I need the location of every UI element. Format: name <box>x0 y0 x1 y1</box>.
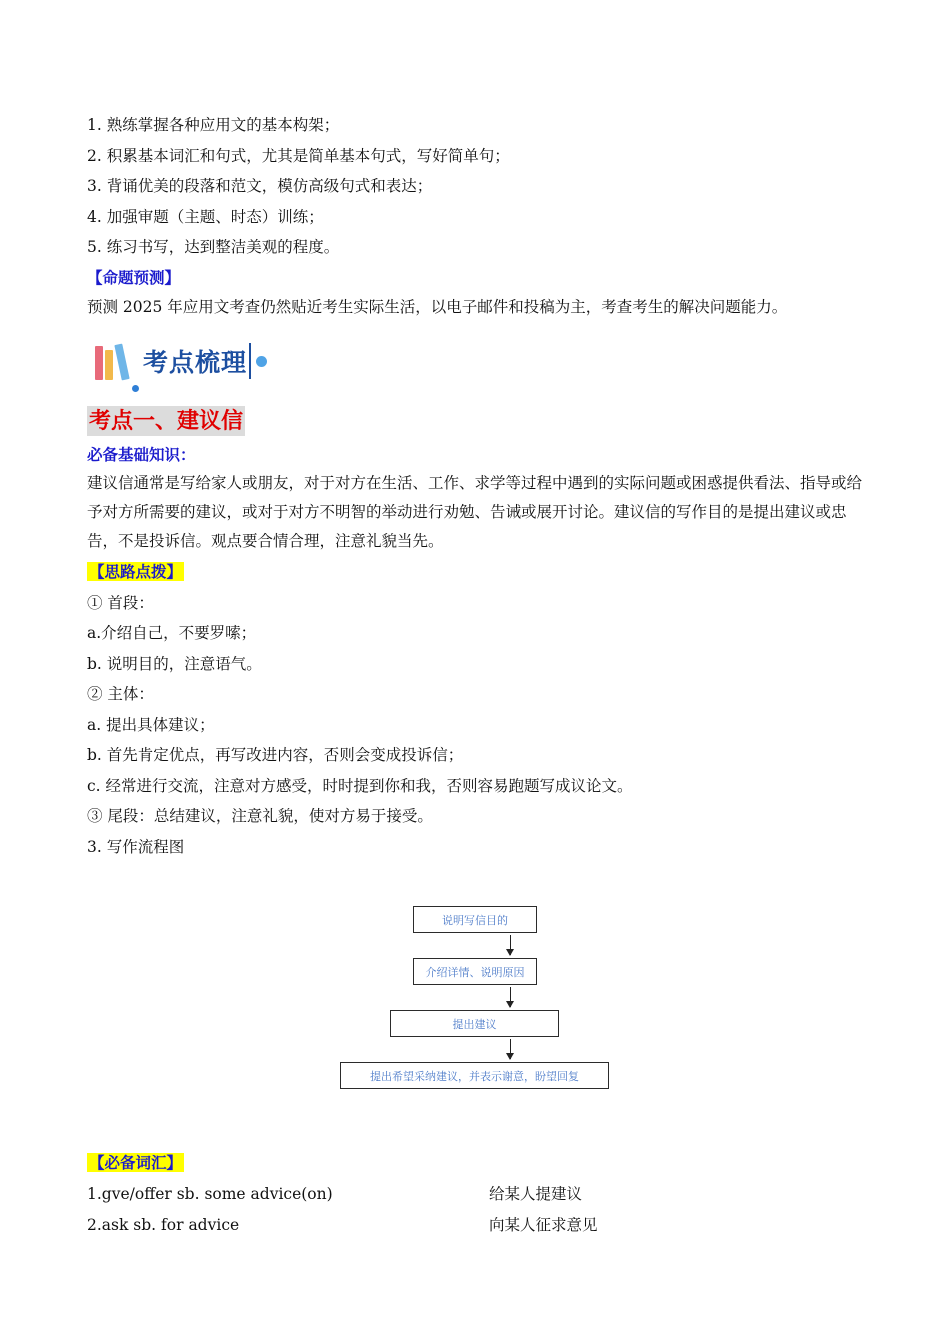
banner-title: 考点梳理 <box>143 343 251 379</box>
tip-item: 2. 积累基本词汇和句式，尤其是简单基本句式，写好简单句； <box>87 146 510 165</box>
flow-step: 说明写信目的 <box>413 906 537 933</box>
arrow-down-icon <box>510 987 511 1007</box>
vocab-row <box>87 1210 877 1241</box>
vocab-english: 1.gve/offer sb. some advice(on) <box>87 1184 333 1203</box>
arrow-down-icon <box>510 1039 511 1059</box>
tips-heading: 【思路点拨】 <box>89 562 183 581</box>
basics-text: 建议信通常是写给家人或朋友，对于对方在生活、工作、求学等过程中遇到的实际问题或困惑提供看法、指导或给予对方所需要的建议，或对于对方不明智的举动进行劝勉、告诫或展开讨论。建议信的写作目的是提出建议或忠告，不是投诉信。观点要合情合理，注意礼貌当先。 <box>87 474 863 550</box>
outline-line: 3. 写作流程图 <box>87 837 185 856</box>
writing-flowchart <box>87 862 877 1132</box>
basics-heading: 必备基础知识： <box>87 445 196 464</box>
outline-line: a. 提出具体建议； <box>87 715 215 734</box>
outline-line: c. 经常进行交流，注意对方感受，时时提到你和我，否则容易跑题写成议论文。 <box>87 776 633 795</box>
document-content <box>87 110 877 1241</box>
vocab-list <box>87 1179 877 1241</box>
tip-item: 3. 背诵优美的段落和范文，模仿高级句式和表达； <box>87 177 433 195</box>
section-title: 考点一、建议信 <box>89 408 244 434</box>
tip-item: 1. 熟练掌握各种应用文的基本构架； <box>87 116 340 134</box>
flow-step: 介绍详情、说明原因 <box>413 958 537 985</box>
tips-outline <box>87 588 877 863</box>
tips-list <box>87 110 877 263</box>
vocab-chinese: 给某人提建议 <box>489 1184 583 1203</box>
dot-icon <box>132 385 139 392</box>
tip-item: 5. 练习书写，达到整洁美观的程度。 <box>87 238 340 256</box>
outline-line: ③ 尾段：总结建议，注意礼貌，使对方易于接受。 <box>87 807 433 825</box>
vocab-heading: 【必备词汇】 <box>89 1153 183 1172</box>
vocab-chinese: 向某人征求意见 <box>489 1215 598 1234</box>
outline-line: b. 首先肯定优点，再写改进内容，否则会变成投诉信； <box>87 746 464 764</box>
outline-line: ① 首段： <box>87 593 154 612</box>
vocab-english: 2.ask sb. for advice <box>87 1215 240 1234</box>
prediction-heading: 【命题预测】 <box>87 267 181 287</box>
books-icon <box>95 342 128 380</box>
flow-step: 提出建议 <box>390 1010 559 1037</box>
flow-step: 提出希望采纳建议，并表示谢意，盼望回复 <box>340 1062 609 1089</box>
prediction-text: 预测 2025 年应用文考查仍然贴近考生实际生活，以电子邮件和投稿为主，考查考生的解决问题能力。 <box>87 297 788 316</box>
outline-line: b. 说明目的，注意语气。 <box>87 654 262 673</box>
tip-item: 4. 加强审题（主题、时态）训练； <box>87 207 324 226</box>
outline-line: ② 主体： <box>87 685 154 703</box>
vocab-row <box>87 1179 877 1210</box>
section-banner <box>87 326 877 396</box>
outline-line: a.介绍自己，不要罗嗦； <box>87 624 257 642</box>
dot-icon <box>256 356 267 367</box>
arrow-down-icon <box>510 935 511 955</box>
